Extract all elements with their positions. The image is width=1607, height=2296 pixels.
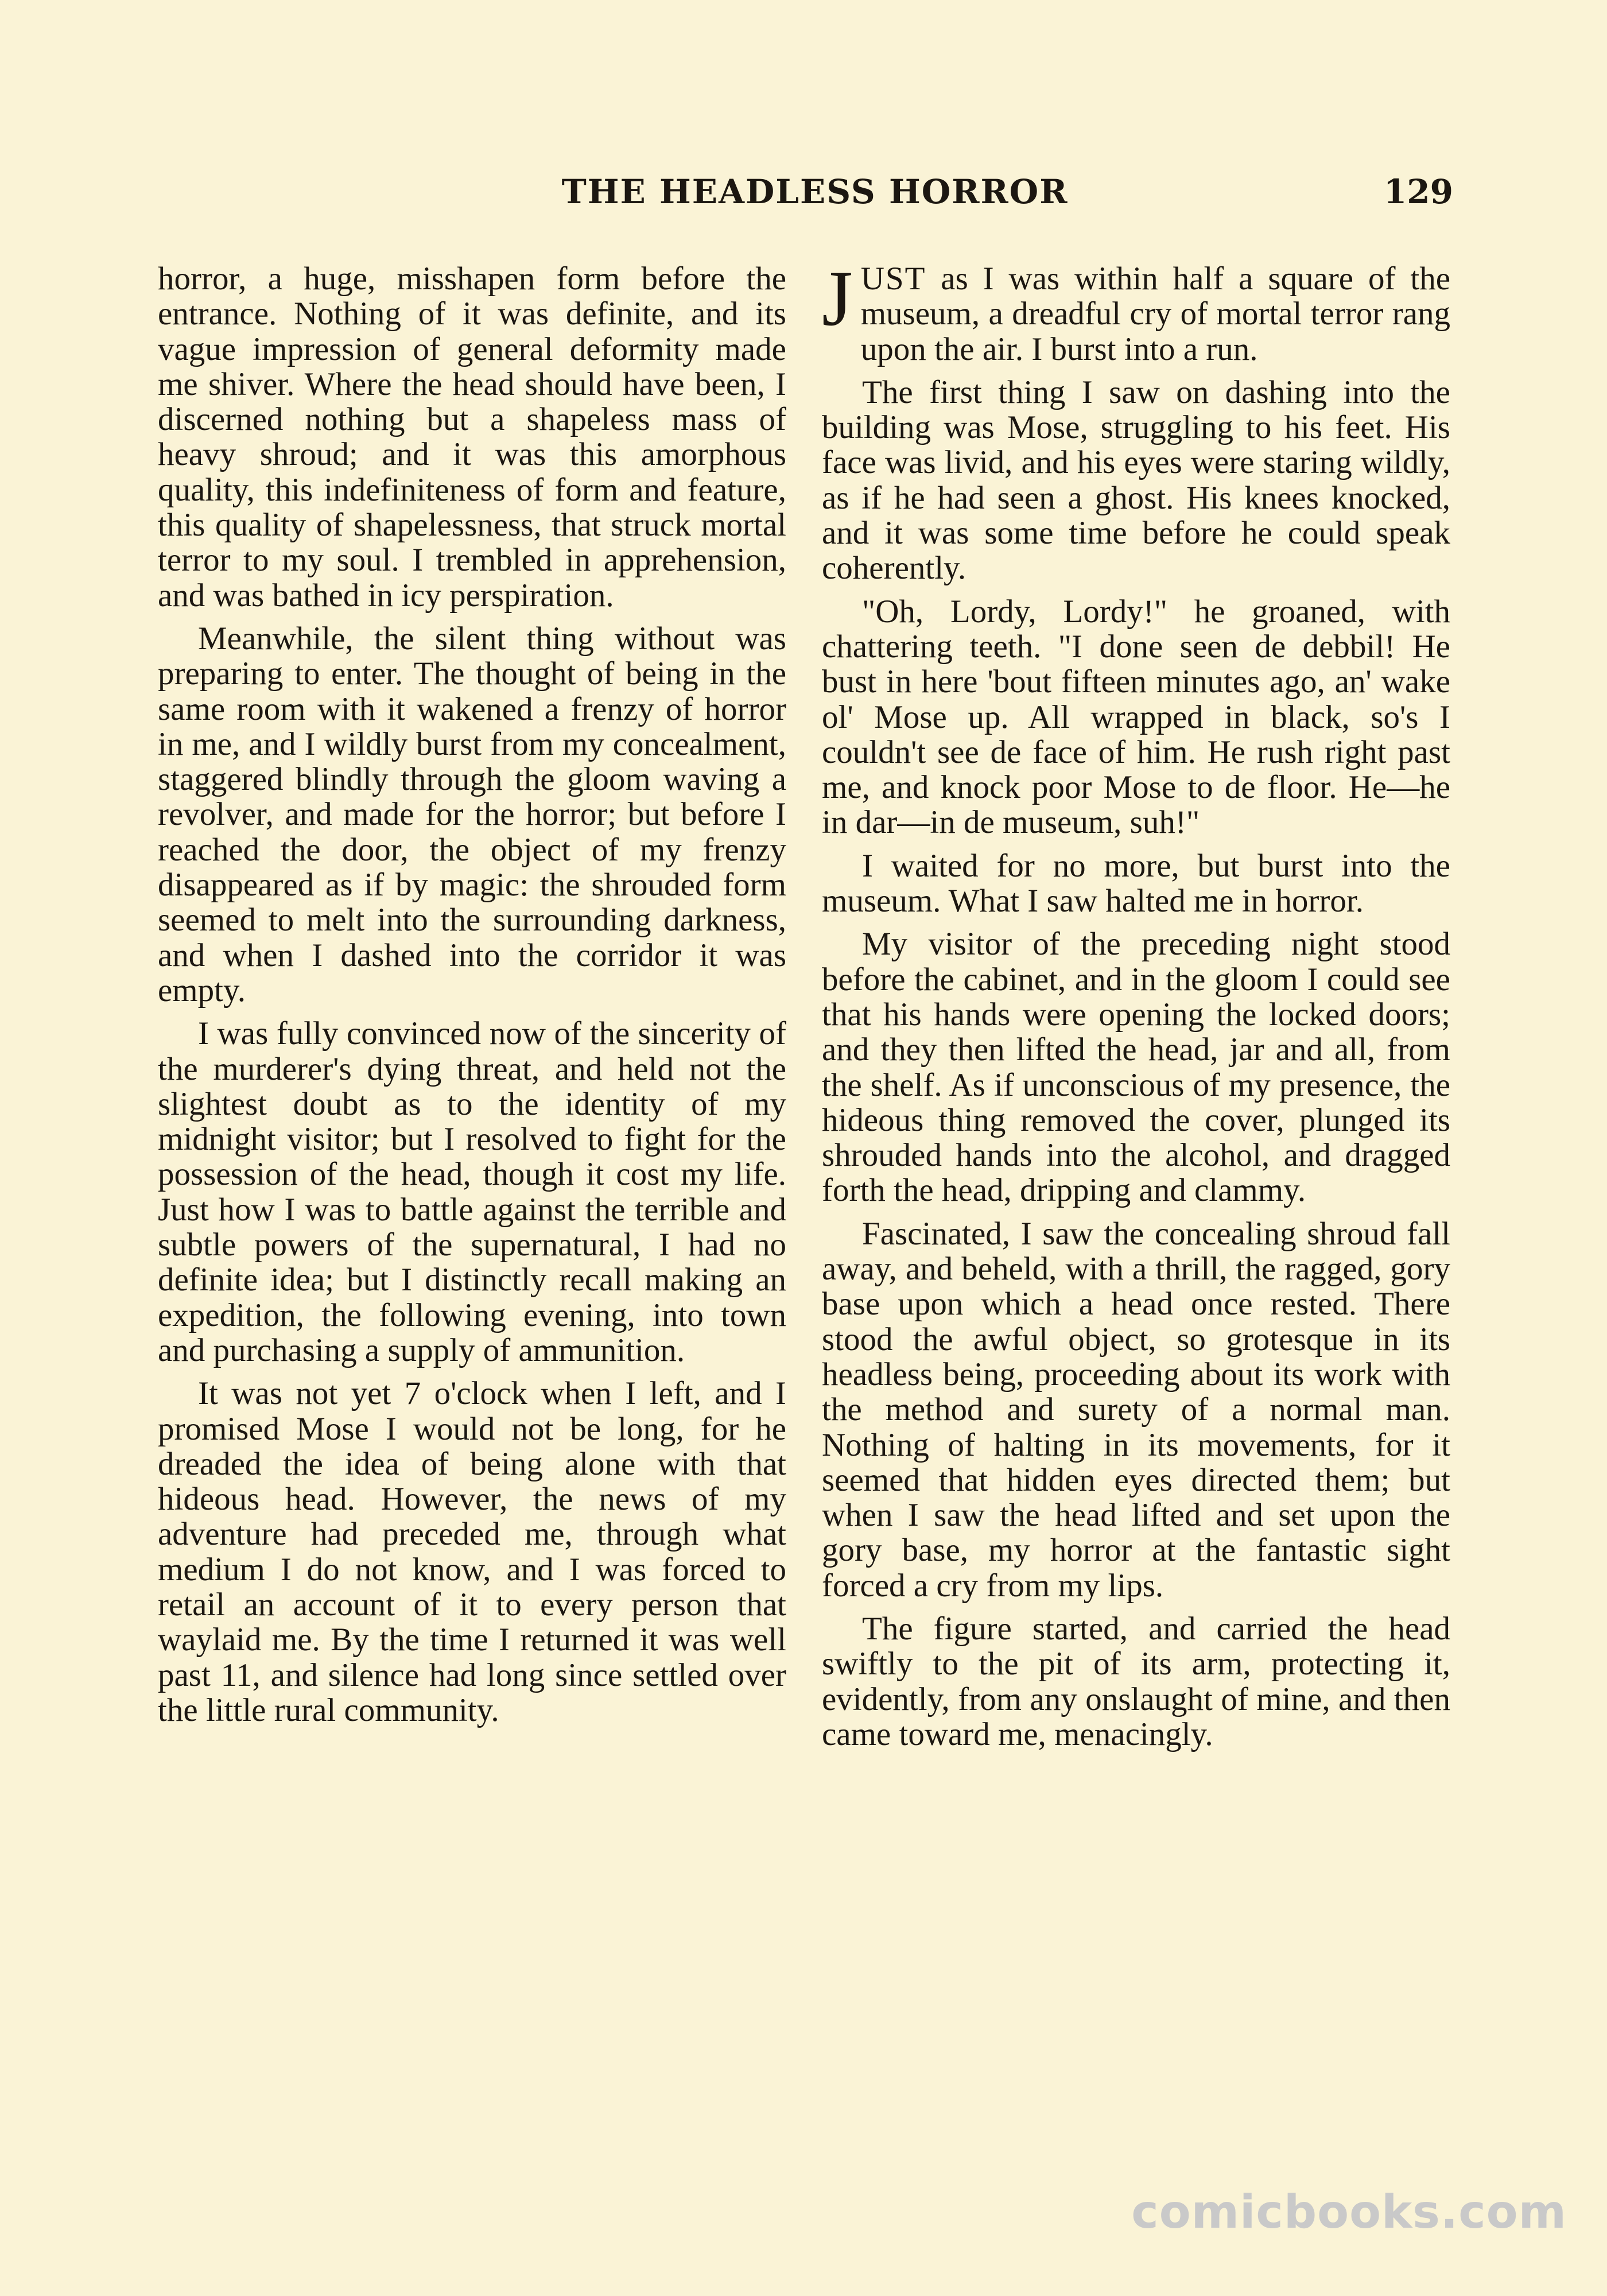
right-column: [822, 254, 1450, 2127]
page-header: [0, 172, 1607, 224]
paragraph: My visitor of the preceding night stood before the cabinet, and in the gloom I could see that his hands were opening the locked doors; and they then lifted the head, jar and all, from the shelf. As if unconscious of my presence, the hideous thing removed the cover, plunged its shrouded hands into the alcohol, and dragged forth the head, dripping and clammy.: [822, 926, 1450, 1209]
opening-text: as I was within half a square of the museum, a dreadful cry of mortal terror rang upon the air. I burst into a run.: [860, 261, 1450, 367]
paragraph: Meanwhile, the silent thing without was preparing to enter. The thought of being in the same room with it wakened a frenzy of horror in me, and I wildly burst from my concealment, staggered blindly through the gloom waving a revolver, and made for the horror; but before I reached the door, the object of my frenzy disappeared as if by magic: the shrouded form seemed to melt into the surrounding darkness, and when I dashed into the corridor it was empty.: [158, 620, 786, 1009]
paragraph: The figure started, and carried the head swiftly to the pit of its arm, protecting it, evidently, from any onslaught of mine, and then came toward me, menacingly.: [822, 1610, 1450, 1752]
paragraph: I was fully convinced now of the sincerity of the murderer's dying threat, and held not the slightest doubt as to the identity of my midnight visitor; but I resolved to fight for the possession of the head, though it cost my life. Just how I was to battle against the terrible and subtle powers of the supernatural, I had no definite idea; but I distinctly recall making an expedition, the following evening, into town and purchasing a supply of ammunition.: [158, 1015, 786, 1368]
paragraph: It was not yet 7 o'clock when I left, and I promised Mose I would not be long, for he dreaded the idea of being alone with that hideous head. However, the news of my adventure had preceded me, through what medium I do not know, and I was forced to retail an account of it to every person that waylaid me. By the time I returned it was well past 11, and silence had long since settled over the little rural community.: [158, 1375, 786, 1728]
paragraph: "Oh, Lordy, Lordy!" he groaned, with chattering teeth. "I done seen de debbil! He bust in here 'bout fifteen minutes ago, an' wake ol' Mose up. All wrapped in black, so's I couldn't see de face of him. He rush right past me, and knock poor Mose to de floor. He—he in dar—in de museum, suh!": [822, 593, 1450, 841]
paragraph: The first thing I saw on dashing into the building was Mose, struggling to his feet. His face was livid, and his eyes were staring wildly, as if he had seen a ghost. His knees knocked, and it was some time before he could speak coherently.: [822, 374, 1450, 587]
lead-in-small-caps: UST: [860, 261, 926, 297]
paragraph: Fascinated, I saw the concealing shroud fall away, and beheld, with a thrill, the ragged, gory base upon which a head once rested. There stood the awful object, so grotesque in its headless being, proceeding about its work with the method and surety of a normal man. Nothing of halting in its movements, for it seemed that hidden eyes directed them; but when I saw the head lifted and set upon the gory base, my horror at the fantastic sight forced a cry from my lips.: [822, 1215, 1450, 1604]
opening-paragraph: [822, 254, 1450, 367]
drop-cap: J: [822, 254, 853, 342]
left-column: [158, 261, 786, 2127]
running-title: THE HEADLESS HORROR: [561, 172, 1069, 211]
paragraph: I waited for no more, but burst into the museum. What I saw halted me in horror.: [822, 847, 1450, 920]
page-number: 129: [1383, 172, 1453, 211]
paragraph: horror, a huge, misshapen form before the entrance. Nothing of it was definite, and its vague impression of general deformity made me shiver. Where the head should have been, I discerned nothing but a shapeless mass of heavy shroud; and it was this amorphous quality, this indefiniteness of form and feature, this quality of shapelessness, that struck mortal terror to my soul. I trembled in apprehension, and was bathed in icy perspiration.: [158, 261, 786, 614]
site-watermark: comicbooks.com: [1131, 2185, 1567, 2239]
